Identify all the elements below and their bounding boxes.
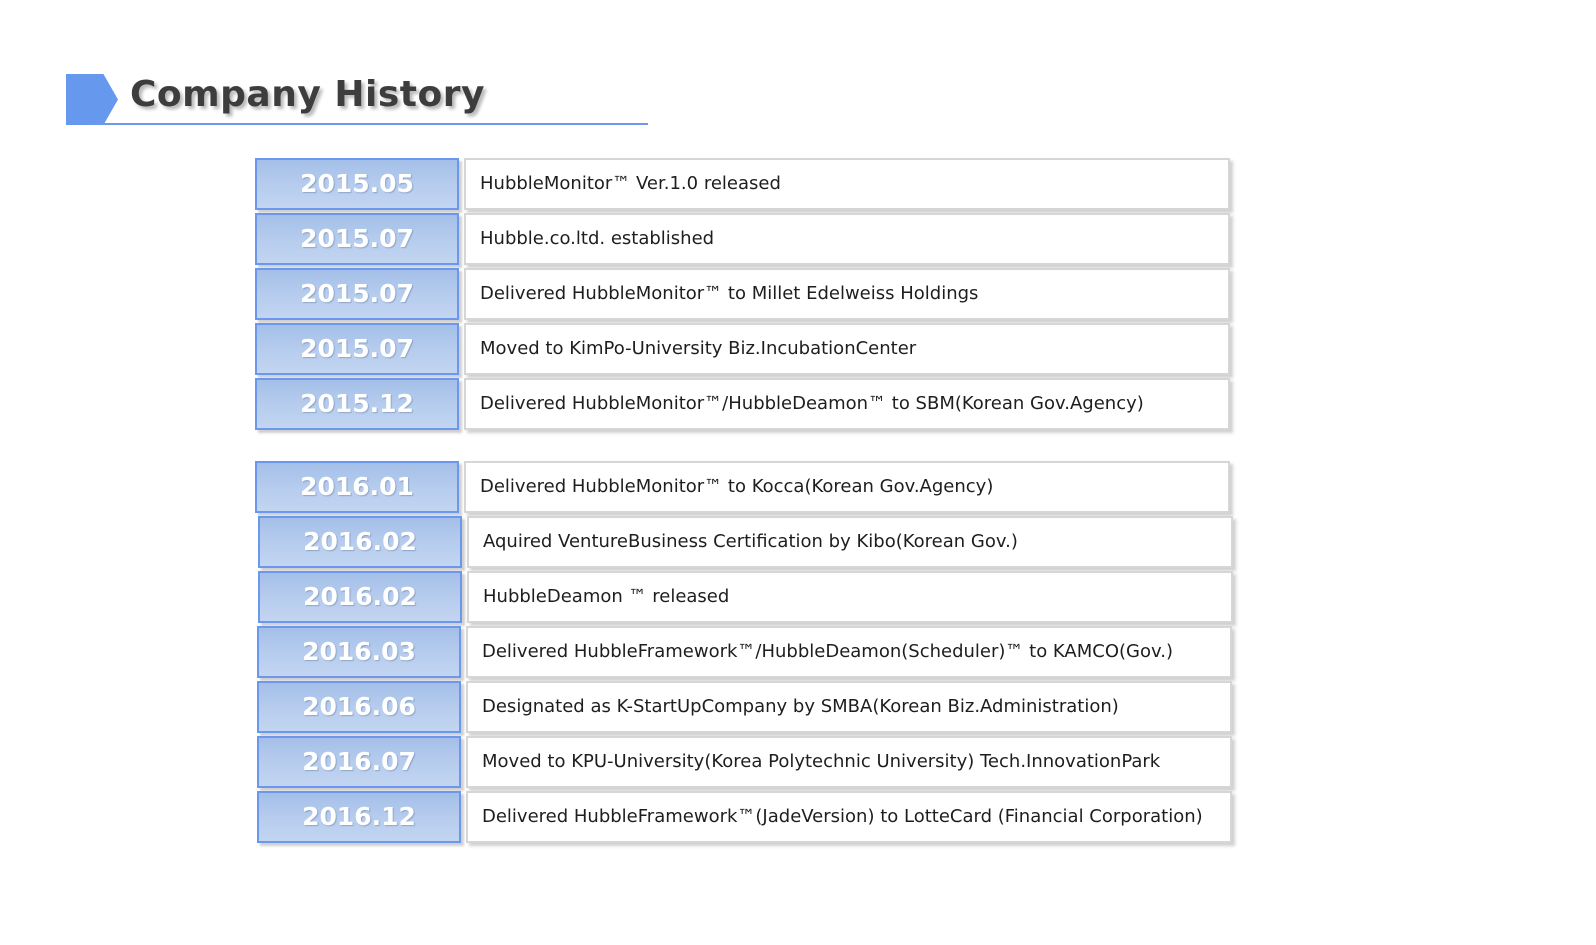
history-event: Delivered HubbleFramework™/HubbleDeamon(Scheduler)™ to KAMCO(Gov.) bbox=[466, 626, 1232, 678]
history-event: Moved to KimPo-University Biz.IncubationCenter bbox=[464, 323, 1230, 375]
history-date: 2016.03 bbox=[257, 626, 461, 678]
history-date: 2015.07 bbox=[255, 213, 459, 265]
history-event: HubbleDeamon ™ released bbox=[467, 571, 1233, 623]
history-date: 2016.12 bbox=[257, 791, 461, 843]
header-underline bbox=[92, 123, 648, 125]
history-date: 2016.07 bbox=[257, 736, 461, 788]
page-title: Company History bbox=[130, 74, 485, 115]
history-date: 2015.05 bbox=[255, 158, 459, 210]
history-event: Hubble.co.ltd. established bbox=[464, 213, 1230, 265]
history-date: 2015.07 bbox=[255, 323, 459, 375]
header-arrow-icon bbox=[66, 74, 118, 125]
history-event: Aquired VentureBusiness Certification by Kibo(Korean Gov.) bbox=[467, 516, 1233, 568]
history-event: Delivered HubbleFramework™(JadeVersion) to LotteCard (Financial Corporation) bbox=[466, 791, 1232, 843]
history-event: Moved to KPU-University(Korea Polytechnic University) Tech.InnovationPark bbox=[466, 736, 1232, 788]
history-event: Delivered HubbleMonitor™ to Millet Edelweiss Holdings bbox=[464, 268, 1230, 320]
history-event: Designated as K-StartUpCompany by SMBA(Korean Biz.Administration) bbox=[466, 681, 1232, 733]
history-date: 2016.06 bbox=[257, 681, 461, 733]
history-date: 2015.07 bbox=[255, 268, 459, 320]
history-event: Delivered HubbleMonitor™/HubbleDeamon™ to SBM(Korean Gov.Agency) bbox=[464, 378, 1230, 430]
history-date: 2015.12 bbox=[255, 378, 459, 430]
history-event: Delivered HubbleMonitor™ to Kocca(Korean Gov.Agency) bbox=[464, 461, 1230, 513]
history-event: HubbleMonitor™ Ver.1.0 released bbox=[464, 158, 1230, 210]
section-header bbox=[66, 72, 648, 128]
history-date: 2016.01 bbox=[255, 461, 459, 513]
history-date: 2016.02 bbox=[258, 516, 462, 568]
history-date: 2016.02 bbox=[258, 571, 462, 623]
